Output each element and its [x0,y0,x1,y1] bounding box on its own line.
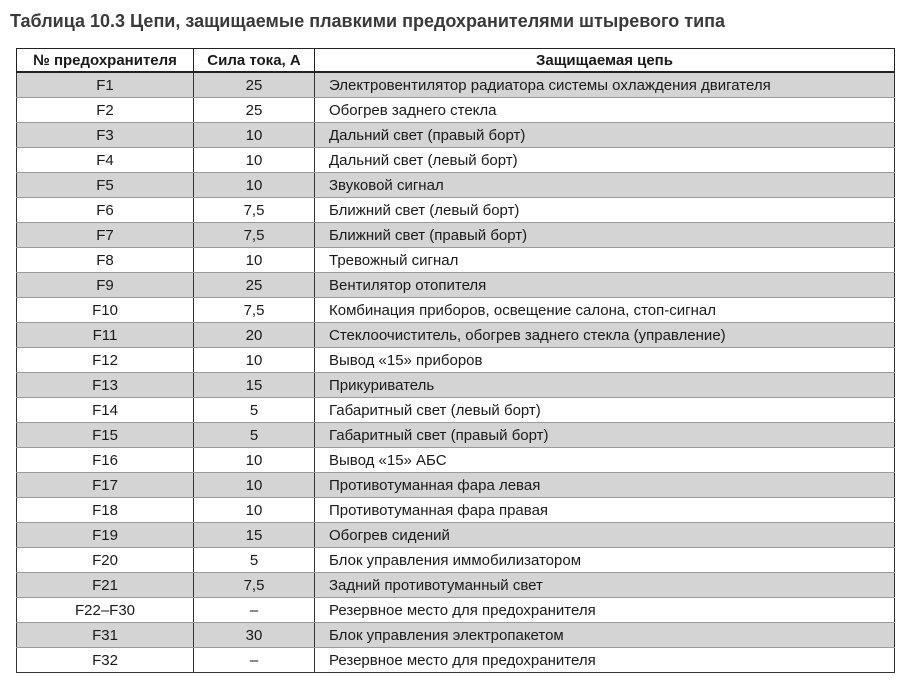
fuse-number-cell: F15 [17,423,194,448]
circuit-cell: Резервное место для предохранителя [315,648,895,673]
circuit-cell: Дальний свет (левый борт) [315,148,895,173]
fuse-number-cell: F9 [17,273,194,298]
current-cell: 7,5 [194,198,315,223]
current-cell: 15 [194,373,315,398]
fuse-number-cell: F12 [17,348,194,373]
fuse-number-cell: F20 [17,548,194,573]
table-row [17,573,895,598]
circuit-cell: Габаритный свет (левый борт) [315,398,895,423]
current-cell: 5 [194,398,315,423]
current-cell: 25 [194,72,315,98]
table-row [17,248,895,273]
header-circuit: Защищаемая цепь [315,49,895,73]
current-cell: – [194,598,315,623]
circuit-cell: Звуковой сигнал [315,173,895,198]
circuit-cell: Электровентилятор радиатора системы охлаждения двигателя [315,72,895,98]
circuit-cell: Вывод «15» АБС [315,448,895,473]
current-cell: 15 [194,523,315,548]
table-row [17,548,895,573]
fuse-table [16,48,895,673]
fuse-number-cell: F19 [17,523,194,548]
circuit-cell: Дальний свет (правый борт) [315,123,895,148]
fuse-number-cell: F8 [17,248,194,273]
table-row [17,423,895,448]
current-cell: 10 [194,148,315,173]
table-row [17,123,895,148]
circuit-cell: Задний противотуманный свет [315,573,895,598]
current-cell: 10 [194,123,315,148]
current-cell: 30 [194,623,315,648]
current-cell: 20 [194,323,315,348]
current-cell: – [194,648,315,673]
table-row [17,473,895,498]
current-cell: 25 [194,273,315,298]
table-row [17,298,895,323]
circuit-cell: Вывод «15» приборов [315,348,895,373]
circuit-cell: Блок управления иммобилизатором [315,548,895,573]
fuse-number-cell: F21 [17,573,194,598]
fuse-number-cell: F10 [17,298,194,323]
table-row [17,72,895,98]
current-cell: 7,5 [194,298,315,323]
header-current: Сила тока, А [194,49,315,73]
current-cell: 5 [194,423,315,448]
circuit-cell: Тревожный сигнал [315,248,895,273]
table-row [17,148,895,173]
fuse-number-cell: F13 [17,373,194,398]
table-row [17,273,895,298]
header-row [17,49,895,73]
circuit-cell: Ближний свет (левый борт) [315,198,895,223]
current-cell: 7,5 [194,573,315,598]
circuit-cell: Комбинация приборов, освещение салона, стоп-сигнал [315,298,895,323]
table-row [17,523,895,548]
table-caption: Таблица 10.3 Цепи, защищаемые плавкими предохранителями штыревого типа [10,11,726,31]
fuse-number-cell: F2 [17,98,194,123]
fuse-number-cell: F3 [17,123,194,148]
circuit-cell: Стеклоочиститель, обогрев заднего стекла (управление) [315,323,895,348]
table-row [17,373,895,398]
current-cell: 10 [194,473,315,498]
fuse-number-cell: F18 [17,498,194,523]
circuit-cell: Противотуманная фара правая [315,498,895,523]
fuse-number-cell: F32 [17,648,194,673]
header-fuse-number: № предохранителя [17,49,194,73]
current-cell: 7,5 [194,223,315,248]
table-row [17,98,895,123]
fuse-number-cell: F1 [17,72,194,98]
circuit-cell: Габаритный свет (правый борт) [315,423,895,448]
table-row [17,623,895,648]
circuit-cell: Ближний свет (правый борт) [315,223,895,248]
circuit-cell: Резервное место для предохранителя [315,598,895,623]
fuse-number-cell: F31 [17,623,194,648]
table-row [17,648,895,673]
current-cell: 25 [194,98,315,123]
circuit-cell: Обогрев сидений [315,523,895,548]
fuse-number-cell: F14 [17,398,194,423]
current-cell: 10 [194,173,315,198]
table-row [17,223,895,248]
table-row [17,323,895,348]
table-row [17,198,895,223]
circuit-cell: Противотуманная фара левая [315,473,895,498]
table-row [17,448,895,473]
current-cell: 10 [194,498,315,523]
current-cell: 10 [194,448,315,473]
fuse-number-cell: F7 [17,223,194,248]
current-cell: 10 [194,348,315,373]
current-cell: 5 [194,548,315,573]
fuse-number-cell: F6 [17,198,194,223]
fuse-number-cell: F4 [17,148,194,173]
circuit-cell: Обогрев заднего стекла [315,98,895,123]
circuit-cell: Прикуриватель [315,373,895,398]
circuit-cell: Блок управления электропакетом [315,623,895,648]
circuit-cell: Вентилятор отопителя [315,273,895,298]
table-row [17,398,895,423]
fuse-number-cell: F16 [17,448,194,473]
table-row [17,173,895,198]
table-row [17,348,895,373]
fuse-number-cell: F22–F30 [17,598,194,623]
fuse-number-cell: F11 [17,323,194,348]
current-cell: 10 [194,248,315,273]
fuse-number-cell: F5 [17,173,194,198]
table-row [17,598,895,623]
fuse-number-cell: F17 [17,473,194,498]
table-row [17,498,895,523]
